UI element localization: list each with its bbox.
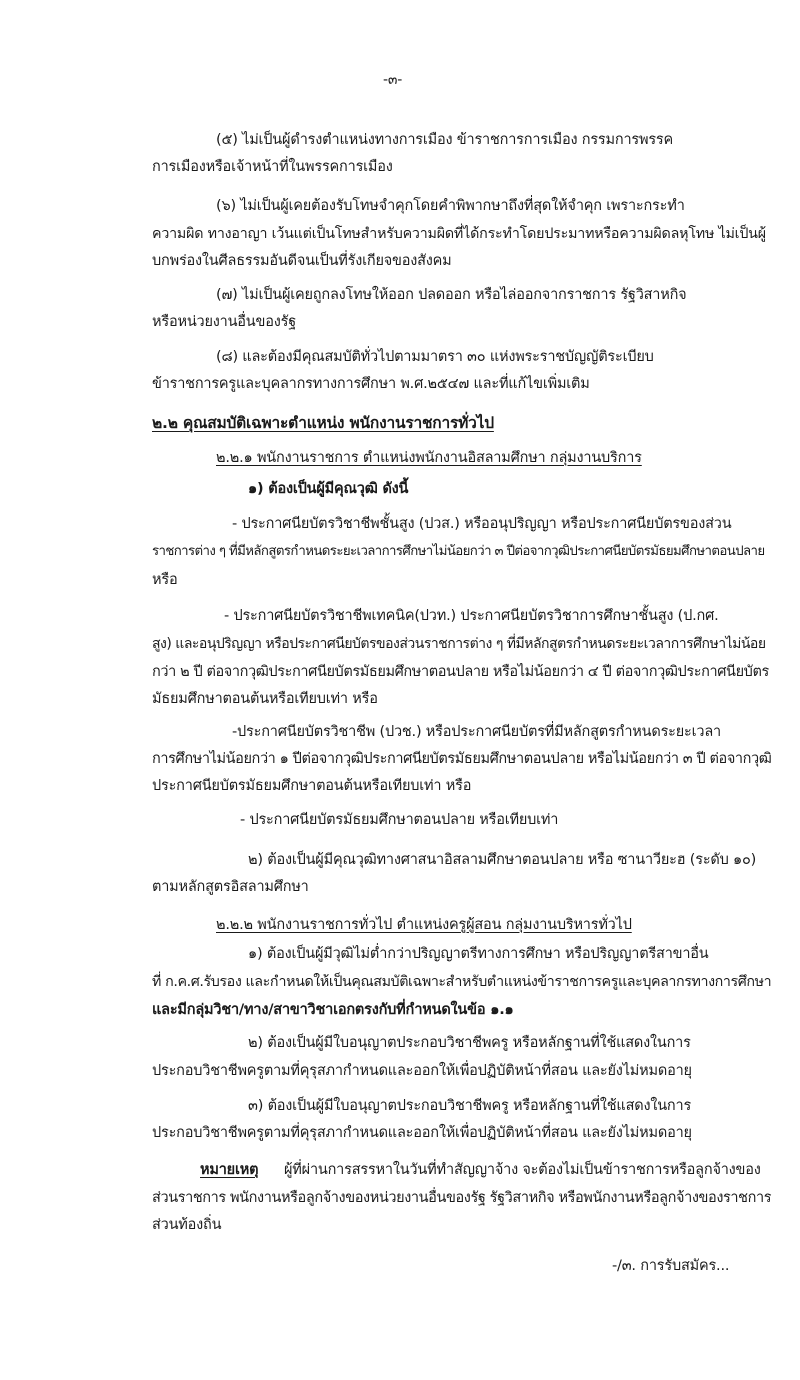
degree-option-2-cont-2: กว่า ๒ ปี ต่อจากวุฒิประกาศนียบัตรมัธยมศึกษาตอนปลาย หรือไม่น้อยกว่า ๔ ปี ต่อจากวุฒิประกาศนียบัตร bbox=[152, 664, 769, 680]
degree-option-1-cont: ราชการต่าง ๆ ที่มีหลักสูตรกำหนดระยะเวลาการศึกษาไม่น้อยกว่า ๓ ปีต่อจากวุฒิประกาศนียบัตรมัธยมศึกษาตอนปลาย bbox=[152, 544, 765, 559]
teacher-requirement-2-cont: ประกอบวิชาชีพครูตามที่คุรุสภากำหนดและออกให้เพื่อปฏิบัติหน้าที่สอน และยังไม่หมดอายุ bbox=[152, 1063, 692, 1079]
teacher-requirement-1-major: และมีกลุ่มวิชา/ทาง/สาขาวิชาเอกตรงกับที่กำหนดในข้อ ๑.๑ bbox=[152, 1002, 514, 1018]
page-number: -๓- bbox=[383, 72, 403, 88]
teacher-requirement-1-cont: ที่ ก.ค.ศ.รับรอง และกำหนดให้เป็นคุณสมบัติเฉพาะสำหรับตำแหน่งข้าราชการครูและบุคลากรทางการศึกษา bbox=[152, 974, 772, 990]
qualification-7-cont: หรือหน่วยงานอื่นของรัฐ bbox=[152, 314, 297, 330]
qualification-7: (๗) ไม่เป็นผู้เคยถูกลงโทษให้ออก ปลดออก หรือไล่ออกจากราชการ รัฐวิสาหกิจ bbox=[216, 287, 687, 303]
note-label: หมายเหตุ bbox=[200, 1162, 259, 1178]
degree-option-2-cont-1: สูง) และอนุปริญญา หรือประกาศนียบัตรของส่วนราชการต่าง ๆ ที่มีหลักสูตรกำหนดระยะเวลาการศึกษาไม่น้อย bbox=[152, 636, 766, 652]
qualification-8-cont: ข้าราชการครูและบุคลากรทางการศึกษา พ.ศ.๒๕๔๗ และที่แก้ไขเพิ่มเติม bbox=[152, 376, 590, 392]
qualification-6: (๖) ไม่เป็นผู้เคยต้องรับโทษจำคุกโดยคำพิพากษาถึงที่สุดให้จำคุก เพราะกระทำ bbox=[216, 198, 685, 214]
note-text-cont-1: ส่วนราชการ พนักงานหรือลูกจ้างของหน่วยงานอื่นของรัฐ รัฐวิสาหกิจ หรือพนักงานหรือลูกจ้างของราชการ bbox=[152, 1190, 772, 1206]
degree-option-2-cont-3: มัธยมศึกษาตอนต้นหรือเทียบเท่า หรือ bbox=[152, 691, 378, 707]
teacher-requirement-1: ๑) ต้องเป็นผู้มีวุฒิไม่ต่ำกว่าปริญญาตรีทางการศึกษา หรือปริญญาตรีสาขาอื่น bbox=[248, 946, 709, 962]
degree-option-2: - ประกาศนียบัตรวิชาชีพเทคนิค(ปวท.) ประกาศนียบัตรวิชาการศึกษาชั้นสูง (ป.กศ. bbox=[224, 608, 719, 624]
section-heading-2-2: ๒.๒ คุณสมบัติเฉพาะตำแหน่ง พนักงานราชการทั่วไป bbox=[152, 414, 494, 432]
requirement-2: ๒) ต้องเป็นผู้มีคุณวุฒิทางศาสนาอิสลามศึกษาตอนปลาย หรือ ซานาวียะฮ (ระดับ ๑๐) bbox=[248, 852, 757, 868]
continuation-marker: -/๓. การรับสมัคร... bbox=[612, 1258, 730, 1274]
teacher-requirement-3-cont: ประกอบวิชาชีพครูตามที่คุรุสภากำหนดและออกให้เพื่อปฏิบัติหน้าที่สอน และยังไม่หมดอายุ bbox=[152, 1125, 692, 1141]
qualification-8: (๘) และต้องมีคุณสมบัติทั่วไปตามมาตรา ๓๐ แห่งพระราชบัญญัติระเบียบ bbox=[216, 349, 654, 365]
degree-option-3-cont-2: ประกาศนียบัตรมัธยมศึกษาตอนต้นหรือเทียบเท่า หรือ bbox=[152, 778, 472, 794]
requirement-1-heading: ๑) ต้องเป็นผู้มีคุณวุฒิ ดังนี้ bbox=[248, 481, 409, 497]
qualification-6-cont-1: ความผิด ทางอาญา เว้นแต่เป็นโทษสำหรับความผิดที่ได้กระทำโดยประมาทหรือความผิดลหุโทษ ไม่เป็นผู้ bbox=[152, 226, 766, 242]
note-text: ผู้ที่ผ่านการสรรหาในวันที่ทำสัญญาจ้าง จะต้องไม่เป็นข้าราชการหรือลูกจ้างของ bbox=[284, 1162, 761, 1178]
note-text-cont-2: ส่วนท้องถิ่น bbox=[152, 1217, 222, 1233]
requirement-2-cont: ตามหลักสูตรอิสลามศึกษา bbox=[152, 879, 309, 895]
degree-option-3-cont-1: การศึกษาไม่น้อยกว่า ๑ ปีต่อจากวุฒิประกาศนียบัตรมัธยมศึกษาตอนปลาย หรือไม่น้อยกว่า ๓ ปี ต่อจากวุฒิ bbox=[152, 751, 772, 767]
teacher-requirement-3: ๓) ต้องเป็นผู้มีใบอนุญาตประกอบวิชาชีพครู หรือหลักฐานที่ใช้แสดงในการ bbox=[248, 1098, 692, 1114]
qualification-5: (๕) ไม่เป็นผู้ดำรงตำแหน่งทางการเมือง ข้าราชการการเมือง กรรมการพรรค bbox=[216, 132, 674, 148]
qualification-6-cont-2: บกพร่องในศีลธรรมอันดีจนเป็นที่รังเกียจของสังคม bbox=[152, 253, 452, 269]
subsection-heading-2-2-2: ๒.๒.๒ พนักงานราชการทั่วไป ตำแหน่งครูผู้สอน กลุ่มงานบริหารทั่วไป bbox=[216, 917, 632, 933]
teacher-requirement-2: ๒) ต้องเป็นผู้มีใบอนุญาตประกอบวิชาชีพครู หรือหลักฐานที่ใช้แสดงในการ bbox=[248, 1035, 691, 1051]
subsection-heading-2-2-1: ๒.๒.๑ พนักงานราชการ ตำแหน่งพนักงานอิสลามศึกษา กลุ่มงานบริการ bbox=[216, 450, 642, 466]
degree-option-4: - ประกาศนียบัตรมัธยมศึกษาตอนปลาย หรือเทียบเท่า bbox=[240, 812, 559, 828]
qualification-5-cont: การเมืองหรือเจ้าหน้าที่ในพรรคการเมือง bbox=[152, 159, 393, 175]
degree-option-1: - ประกาศนียบัตรวิชาชีพชั้นสูง (ปวส.) หรืออนุปริญญา หรือประกาศนียบัตรของส่วน bbox=[232, 516, 732, 532]
degree-option-1-or: หรือ bbox=[152, 572, 178, 588]
degree-option-3: -ประกาศนียบัตรวิชาชีพ (ปวช.) หรือประกาศนียบัตรที่มีหลักสูตรกำหนดระยะเวลา bbox=[232, 724, 721, 740]
